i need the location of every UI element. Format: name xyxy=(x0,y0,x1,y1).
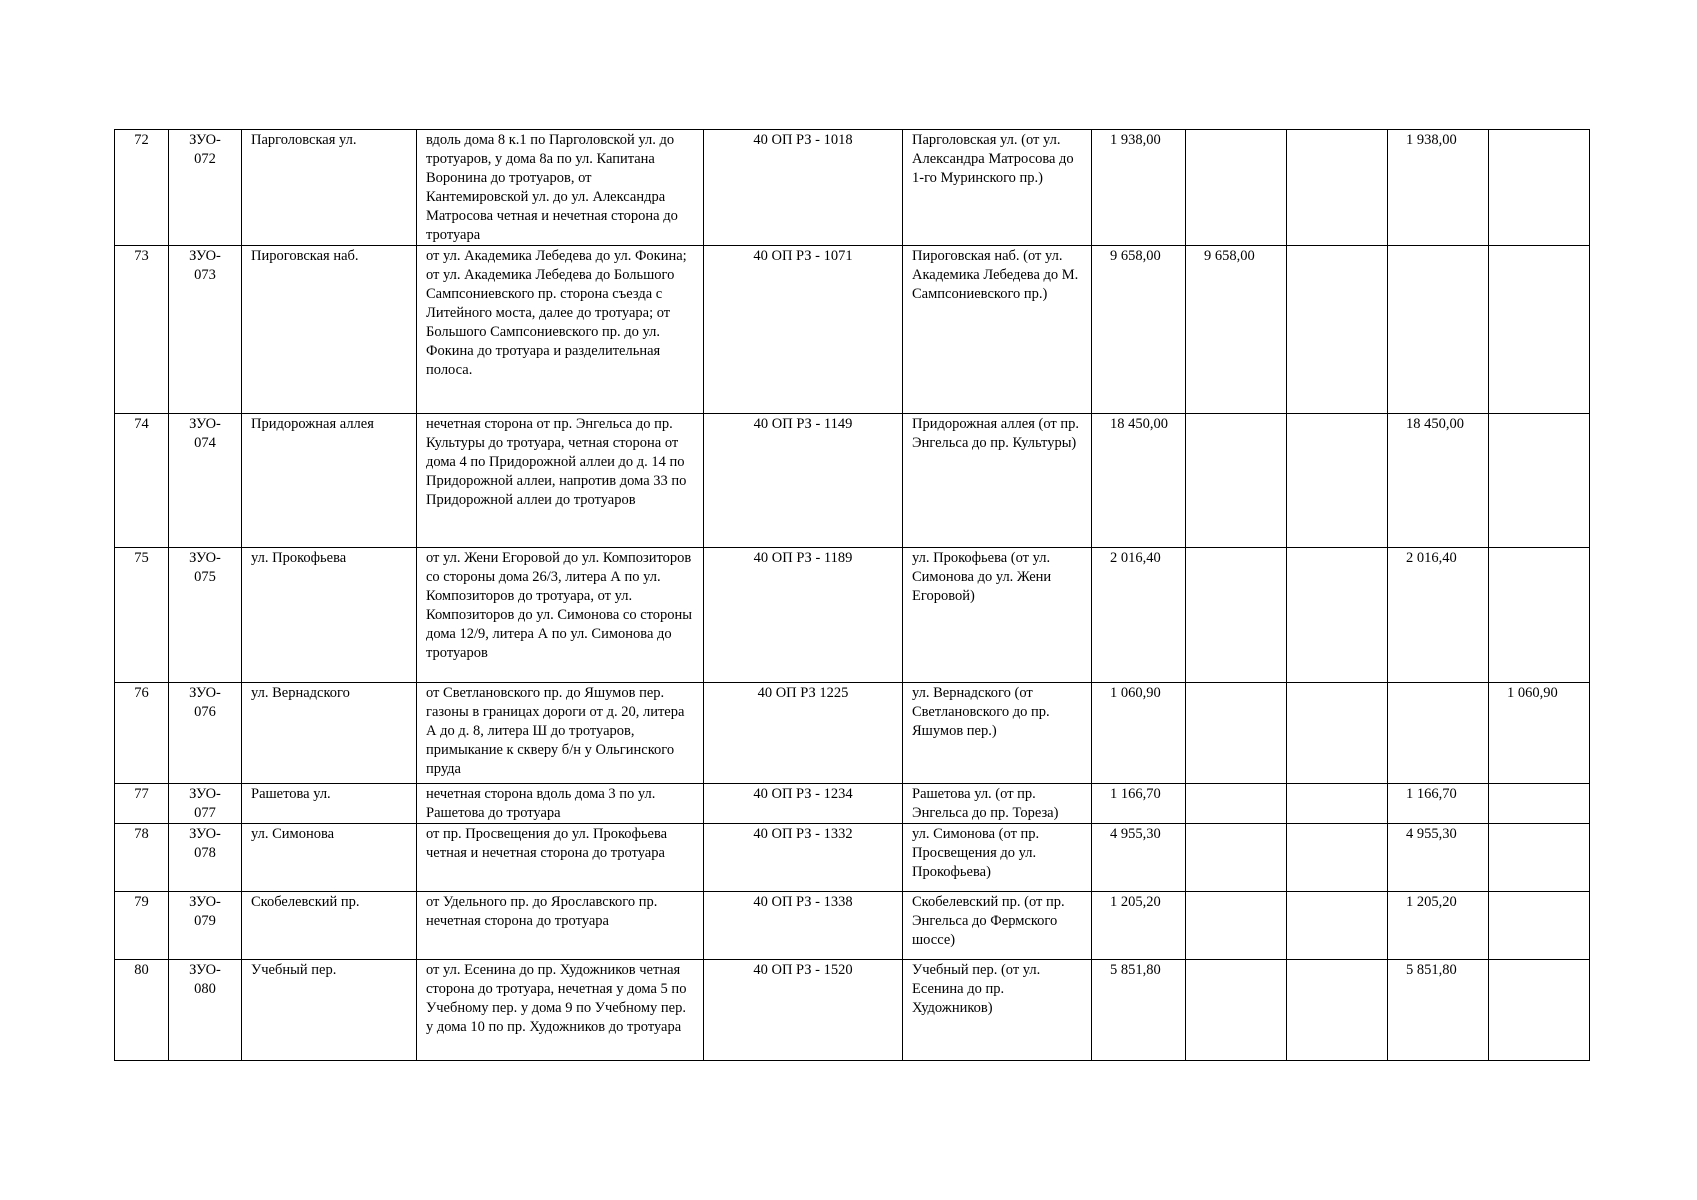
road-section-cell: ул. Симонова (от пр. Просвещения до ул. Прокофьева) xyxy=(903,824,1092,892)
area-total-cell: 1 205,20 xyxy=(1092,892,1186,960)
row-number-cell: 77 xyxy=(115,784,169,824)
area-col2-cell xyxy=(1186,683,1287,784)
description-cell: от пр. Просвещения до ул. Прокофьева четная и нечетная сторона до тротуара xyxy=(417,824,704,892)
area-col5-cell xyxy=(1489,784,1590,824)
road-id-cell: 40 ОП РЗ - 1332 xyxy=(704,824,903,892)
object-code-cell: ЗУО- 073 xyxy=(169,246,242,414)
table-row xyxy=(115,130,1590,246)
area-col5-cell xyxy=(1489,414,1590,548)
area-col2-cell xyxy=(1186,824,1287,892)
street-name-cell: Парголовская ул. xyxy=(242,130,417,246)
object-code-cell: ЗУО- 072 xyxy=(169,130,242,246)
area-col2-cell xyxy=(1186,960,1287,1061)
area-col3-cell xyxy=(1287,414,1388,548)
road-section-cell: Парголовская ул. (от ул. Александра Матросова до 1-го Муринского пр.) xyxy=(903,130,1092,246)
row-number-cell: 78 xyxy=(115,824,169,892)
road-section-cell: Пироговская наб. (от ул. Академика Лебедева до М. Сампсониевского пр.) xyxy=(903,246,1092,414)
area-col4-cell: 4 955,30 xyxy=(1388,824,1489,892)
road-id-cell: 40 ОП РЗ - 1338 xyxy=(704,892,903,960)
row-number-cell: 72 xyxy=(115,130,169,246)
area-col2-cell xyxy=(1186,892,1287,960)
description-cell: нечетная сторона от пр. Энгельса до пр. Культуры до тротуара, четная сторона от дома 4 по Придорожной аллеи до д. 14 по Придорожной аллеи, напротив дома 33 по Придорожной аллеи до тротуаров xyxy=(417,414,704,548)
road-id-cell: 40 ОП РЗ - 1149 xyxy=(704,414,903,548)
row-number-cell: 80 xyxy=(115,960,169,1061)
area-col2-cell xyxy=(1186,414,1287,548)
table-row xyxy=(115,246,1590,414)
area-col5-cell: 1 060,90 xyxy=(1489,683,1590,784)
area-col3-cell xyxy=(1287,246,1388,414)
area-col2-cell xyxy=(1186,784,1287,824)
area-total-cell: 9 658,00 xyxy=(1092,246,1186,414)
road-id-cell: 40 ОП РЗ - 1520 xyxy=(704,960,903,1061)
object-code-cell: ЗУО- 080 xyxy=(169,960,242,1061)
area-col3-cell xyxy=(1287,784,1388,824)
road-id-cell: 40 ОП РЗ - 1189 xyxy=(704,548,903,683)
street-name-cell: ул. Вернадского xyxy=(242,683,417,784)
area-total-cell: 1 060,90 xyxy=(1092,683,1186,784)
road-section-cell: Учебный пер. (от ул. Есенина до пр. Художников) xyxy=(903,960,1092,1061)
row-number-cell: 74 xyxy=(115,414,169,548)
description-cell: от ул. Есенина до пр. Художников четная сторона до тротуара, нечетная у дома 5 по Учебному пер. у дома 9 по Учебному пер. у дома 10 по пр. Художников до тротуара xyxy=(417,960,704,1061)
row-number-cell: 79 xyxy=(115,892,169,960)
area-total-cell: 4 955,30 xyxy=(1092,824,1186,892)
area-col3-cell xyxy=(1287,824,1388,892)
description-cell: нечетная сторона вдоль дома 3 по ул. Рашетова до тротуара xyxy=(417,784,704,824)
row-number-cell: 75 xyxy=(115,548,169,683)
table-row xyxy=(115,784,1590,824)
road-id-cell: 40 ОП РЗ - 1234 xyxy=(704,784,903,824)
area-col3-cell xyxy=(1287,130,1388,246)
area-col5-cell xyxy=(1489,130,1590,246)
object-code-cell: ЗУО- 078 xyxy=(169,824,242,892)
object-code-cell: ЗУО- 079 xyxy=(169,892,242,960)
area-col5-cell xyxy=(1489,960,1590,1061)
description-cell: от ул. Академика Лебедева до ул. Фокина; от ул. Академика Лебедева до Большого Сампсониевского пр. сторона съезда с Литейного моста, далее до тротуара; от Большого Сампсониевского пр. до ул. Фокина до тротуара и разделительная полоса. xyxy=(417,246,704,414)
area-total-cell: 5 851,80 xyxy=(1092,960,1186,1061)
area-total-cell: 1 938,00 xyxy=(1092,130,1186,246)
object-code-cell: ЗУО- 076 xyxy=(169,683,242,784)
table-row xyxy=(115,414,1590,548)
area-col5-cell xyxy=(1489,246,1590,414)
table-body xyxy=(115,130,1590,1061)
area-total-cell: 1 166,70 xyxy=(1092,784,1186,824)
road-section-cell: Придорожная аллея (от пр. Энгельса до пр. Культуры) xyxy=(903,414,1092,548)
object-code-cell: ЗУО- 075 xyxy=(169,548,242,683)
area-col4-cell: 5 851,80 xyxy=(1388,960,1489,1061)
description-cell: от ул. Жени Егоровой до ул. Композиторов со стороны дома 26/3, литера А по ул. Композиторов до тротуара, от ул. Композиторов до ул. Симонова со стороны дома 12/9, литера А по ул. Симонова до тротуаров xyxy=(417,548,704,683)
area-col2-cell xyxy=(1186,548,1287,683)
table-row xyxy=(115,683,1590,784)
road-section-cell: ул. Вернадского (от Светлановского до пр. Яшумов пер.) xyxy=(903,683,1092,784)
area-col4-cell xyxy=(1388,246,1489,414)
table-row xyxy=(115,548,1590,683)
street-name-cell: Пироговская наб. xyxy=(242,246,417,414)
area-col4-cell: 1 938,00 xyxy=(1388,130,1489,246)
area-col4-cell: 1 205,20 xyxy=(1388,892,1489,960)
area-col4-cell: 1 166,70 xyxy=(1388,784,1489,824)
street-name-cell: ул. Симонова xyxy=(242,824,417,892)
road-id-cell: 40 ОП РЗ - 1071 xyxy=(704,246,903,414)
street-name-cell: Учебный пер. xyxy=(242,960,417,1061)
area-total-cell: 18 450,00 xyxy=(1092,414,1186,548)
area-col3-cell xyxy=(1287,892,1388,960)
table-row xyxy=(115,892,1590,960)
street-name-cell: Скобелевский пр. xyxy=(242,892,417,960)
street-name-cell: Придорожная аллея xyxy=(242,414,417,548)
street-name-cell: Рашетова ул. xyxy=(242,784,417,824)
table-row xyxy=(115,824,1590,892)
description-cell: от Удельного пр. до Ярославского пр. нечетная сторона до тротуара xyxy=(417,892,704,960)
area-col3-cell xyxy=(1287,960,1388,1061)
row-number-cell: 76 xyxy=(115,683,169,784)
area-col4-cell: 2 016,40 xyxy=(1388,548,1489,683)
data-table xyxy=(114,129,1590,1061)
road-id-cell: 40 ОП РЗ - 1018 xyxy=(704,130,903,246)
road-section-cell: ул. Прокофьева (от ул. Симонова до ул. Жени Егоровой) xyxy=(903,548,1092,683)
area-col5-cell xyxy=(1489,824,1590,892)
area-col4-cell xyxy=(1388,683,1489,784)
area-col5-cell xyxy=(1489,548,1590,683)
area-col2-cell xyxy=(1186,130,1287,246)
road-section-cell: Скобелевский пр. (от пр. Энгельса до Фермского шоссе) xyxy=(903,892,1092,960)
object-code-cell: ЗУО- 074 xyxy=(169,414,242,548)
road-id-cell: 40 ОП РЗ 1225 xyxy=(704,683,903,784)
road-section-cell: Рашетова ул. (от пр. Энгельса до пр. Тореза) xyxy=(903,784,1092,824)
description-cell: вдоль дома 8 к.1 по Парголовской ул. до тротуаров, у дома 8а по ул. Капитана Воронина до тротуаров, от Кантемировской ул. до ул. Александра Матросова четная и нечетная сторона до тротуара xyxy=(417,130,704,246)
area-col2-cell: 9 658,00 xyxy=(1186,246,1287,414)
object-code-cell: ЗУО- 077 xyxy=(169,784,242,824)
table-row xyxy=(115,960,1590,1061)
area-col5-cell xyxy=(1489,892,1590,960)
area-col3-cell xyxy=(1287,548,1388,683)
description-cell: от Светлановского пр. до Яшумов пер. газоны в границах дороги от д. 20, литера А до д. 8, литера Ш до тротуаров, примыкание к скверу б/н у Ольгинского пруда xyxy=(417,683,704,784)
row-number-cell: 73 xyxy=(115,246,169,414)
area-col4-cell: 18 450,00 xyxy=(1388,414,1489,548)
area-col3-cell xyxy=(1287,683,1388,784)
area-total-cell: 2 016,40 xyxy=(1092,548,1186,683)
street-name-cell: ул. Прокофьева xyxy=(242,548,417,683)
